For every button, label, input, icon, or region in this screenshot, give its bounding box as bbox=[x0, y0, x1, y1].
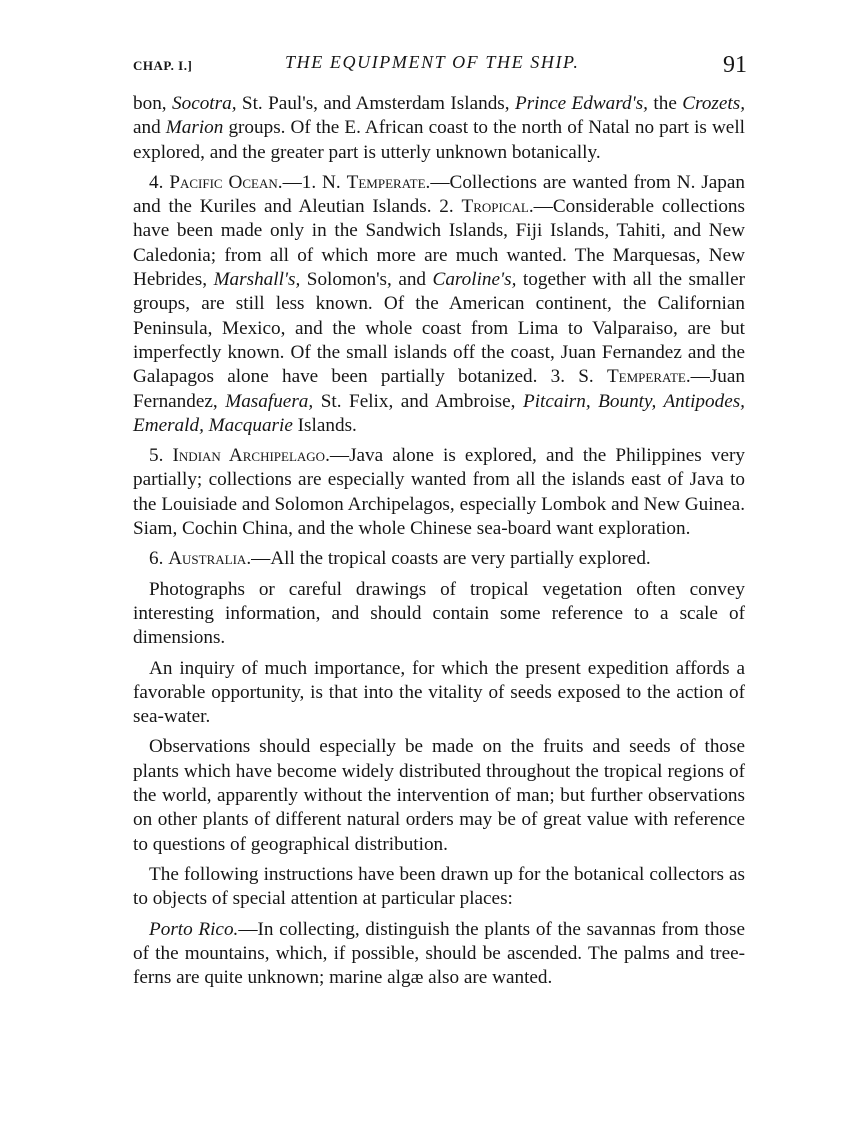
body-text bbox=[133, 92, 745, 990]
paragraph-australia: 6. Australia.—All the tropical coasts are very partially explored. bbox=[149, 548, 651, 570]
paragraph-pacific-ocean: 4. Pacific Ocean.—1. N. Temperate.—Collections are wanted from N. Japan and the Kuriles and Aleutian Islands. 2. Tropical.—Considerable collections have been made only in the Sandwich Islands, Fiji Islands, Tahiti, and New Caledonia; from all of which more are much wanted. The Marquesas, New Hebrides, Marshall's, Solomon's, and Caroline's, together with all the smaller groups, are still less known. Of the American continent, the Californian Peninsula, Mexico, and the whole coast from Lima to Valparaiso, are but imperfectly known. Of the small islands off the coast, Juan Fernandez and the Galapagos alone have been partially botanized. 3. S. Temperate.—Juan Fernandez, Masafuera, St. Felix, and Ambroise, Pitcairn, Bounty, Antipodes, Emerald, Macquarie Islands. bbox=[133, 171, 745, 436]
page-number: 91 bbox=[723, 52, 747, 78]
paragraph-porto-rico: Porto Rico.—In collecting, distinguish the plants of the savannas from those of the mountains, which, if possible, should be ascended. The palms and tree-ferns are quite unknown; marine algæ also are wanted. bbox=[133, 918, 745, 989]
paragraph-observations: Observations should especially be made on the fruits and seeds of those plants which have become widely distributed throughout the tropical regions of the world, apparently without the intervention of man; but further observations on other plants of different natural orders may be of great value with reference to questions of geographical distribution. bbox=[133, 736, 745, 855]
paragraph-instructions: The following instructions have been drawn up for the botanical collectors as to objects of special attention at particular places: bbox=[133, 863, 745, 910]
paragraph-photographs: Photographs or careful drawings of tropical vegetation often convey interesting information, and should contain some reference to a scale of dimensions. bbox=[133, 578, 745, 649]
paragraph-indian-archipelago: 5. Indian Archipelago.—Java alone is explored, and the Philippines very partially; collections are especially wanted from all the islands east of Java to the Louisiade and Solomon Archipelagos, especially Lombok and New Guinea. Siam, Cochin China, and the whole Chinese sea-board want exploration. bbox=[133, 445, 745, 540]
chapter-label: CHAP. I.] bbox=[133, 58, 193, 73]
paragraph-seed-vitality: An inquiry of much importance, for which the present expedition affords a favorable opportunity, is that into the vitality of seeds exposed to the action of sea-water. bbox=[133, 657, 745, 728]
paragraph-continuation: bon, Socotra, St. Paul's, and Amsterdam Islands, Prince Edward's, the Crozets, and Marion groups. Of the E. African coast to the north of Natal no part is well explored, and the greater part is utterly unknown botanically. bbox=[133, 93, 746, 163]
running-header bbox=[133, 52, 753, 82]
running-title: THE EQUIPMENT OF THE SHIP. bbox=[285, 52, 580, 72]
